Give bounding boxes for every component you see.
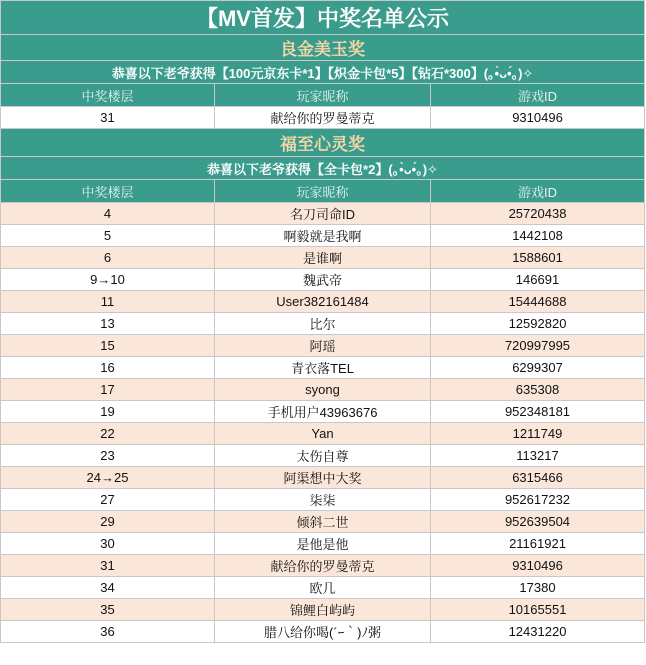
table-row — [1, 533, 645, 555]
column-header-row — [1, 84, 645, 107]
floor-cell: 35 — [1, 599, 215, 621]
nickname-cell: 啊毅就是我啊 — [215, 225, 431, 247]
floor-cell: 30 — [1, 533, 215, 555]
game-id-cell: 720997995 — [431, 335, 645, 357]
title-row — [1, 1, 645, 35]
prize-description: 恭喜以下老爷获得【100元京东卡*1】【炽金卡包*5】【钻石*300】(｡•̀ᴗ•́｡)✧ — [1, 61, 645, 84]
floor-cell: 31 — [1, 107, 215, 129]
column-header-floor: 中奖楼层 — [1, 180, 215, 203]
table-row — [1, 621, 645, 643]
table-row — [1, 599, 645, 621]
nickname-cell: 阿渠想中大奖 — [215, 467, 431, 489]
game-id-cell: 1588601 — [431, 247, 645, 269]
floor-cell: 13 — [1, 313, 215, 335]
game-id-cell: 952639504 — [431, 511, 645, 533]
table-row — [1, 313, 645, 335]
table-row — [1, 203, 645, 225]
table-row — [1, 247, 645, 269]
game-id-cell: 10165551 — [431, 599, 645, 621]
floor-cell: 34 — [1, 577, 215, 599]
floor-cell: 36 — [1, 621, 215, 643]
floor-cell: 9→10 — [1, 269, 215, 291]
game-id-cell: 12431220 — [431, 621, 645, 643]
nickname-cell: 名刀司命ID — [215, 203, 431, 225]
table-row — [1, 357, 645, 379]
game-id-cell: 9310496 — [431, 555, 645, 577]
column-header-game-id: 游戏ID — [431, 84, 645, 107]
game-id-cell: 25720438 — [431, 203, 645, 225]
prize-description-row — [1, 61, 645, 84]
nickname-cell: 青衣落TEL — [215, 357, 431, 379]
floor-cell: 19 — [1, 401, 215, 423]
prize-description: 恭喜以下老爷获得【全卡包*2】(｡•̀ᴗ•́｡)✧ — [1, 157, 645, 180]
prize-name: 良金美玉奖 — [1, 35, 645, 61]
column-header-nickname: 玩家昵称 — [215, 84, 431, 107]
prize-name: 福至心灵奖 — [1, 129, 645, 157]
game-id-cell: 12592820 — [431, 313, 645, 335]
floor-cell: 15 — [1, 335, 215, 357]
floor-cell: 17 — [1, 379, 215, 401]
page-title: 【MV首发】中奖名单公示 — [1, 1, 645, 35]
column-header-row — [1, 180, 645, 203]
table-row — [1, 423, 645, 445]
nickname-cell: 手机用户43963676 — [215, 401, 431, 423]
table-row — [1, 225, 645, 247]
table-row — [1, 335, 645, 357]
table-row — [1, 107, 645, 129]
nickname-cell: 阿瑶 — [215, 335, 431, 357]
column-header-floor: 中奖楼层 — [1, 84, 215, 107]
game-id-cell: 21161921 — [431, 533, 645, 555]
prize-name-row — [1, 35, 645, 61]
column-header-nickname: 玩家昵称 — [215, 180, 431, 203]
game-id-cell: 15444688 — [431, 291, 645, 313]
nickname-cell: 锦鲤白屿屿 — [215, 599, 431, 621]
game-id-cell: 6315466 — [431, 467, 645, 489]
game-id-cell: 6299307 — [431, 357, 645, 379]
nickname-cell: 献给你的罗曼蒂克 — [215, 107, 431, 129]
nickname-cell: Yan — [215, 423, 431, 445]
floor-cell: 5 — [1, 225, 215, 247]
table-row — [1, 511, 645, 533]
game-id-cell: 1211749 — [431, 423, 645, 445]
table-row — [1, 291, 645, 313]
nickname-cell: 柒柒 — [215, 489, 431, 511]
nickname-cell: 欧几 — [215, 577, 431, 599]
floor-cell: 11 — [1, 291, 215, 313]
nickname-cell: 倾斜二世 — [215, 511, 431, 533]
game-id-cell: 1442108 — [431, 225, 645, 247]
game-id-cell: 952617232 — [431, 489, 645, 511]
table-row — [1, 269, 645, 291]
floor-cell: 29 — [1, 511, 215, 533]
prize-description-row — [1, 157, 645, 180]
column-header-game-id: 游戏ID — [431, 180, 645, 203]
game-id-cell: 9310496 — [431, 107, 645, 129]
floor-cell: 31 — [1, 555, 215, 577]
table-row — [1, 555, 645, 577]
floor-cell: 23 — [1, 445, 215, 467]
game-id-cell: 146691 — [431, 269, 645, 291]
winner-table-body — [1, 1, 645, 643]
nickname-cell: syong — [215, 379, 431, 401]
nickname-cell: 腊八给你喝(´ｰ｀)ﾉ粥 — [215, 621, 431, 643]
nickname-cell: 魏武帝 — [215, 269, 431, 291]
game-id-cell: 17380 — [431, 577, 645, 599]
game-id-cell: 113217 — [431, 445, 645, 467]
floor-cell: 4 — [1, 203, 215, 225]
floor-cell: 6 — [1, 247, 215, 269]
game-id-cell: 952348181 — [431, 401, 645, 423]
floor-cell: 22 — [1, 423, 215, 445]
floor-cell: 24→25 — [1, 467, 215, 489]
table-row — [1, 467, 645, 489]
nickname-cell: 献给你的罗曼蒂克 — [215, 555, 431, 577]
prize-name-row — [1, 129, 645, 157]
table-row — [1, 489, 645, 511]
nickname-cell: 比尔 — [215, 313, 431, 335]
nickname-cell: User382161484 — [215, 291, 431, 313]
game-id-cell: 635308 — [431, 379, 645, 401]
floor-cell: 27 — [1, 489, 215, 511]
nickname-cell: 是他是他 — [215, 533, 431, 555]
floor-cell: 16 — [1, 357, 215, 379]
table-row — [1, 401, 645, 423]
nickname-cell: 太伤自尊 — [215, 445, 431, 467]
nickname-cell: 是谁啊 — [215, 247, 431, 269]
table-row — [1, 577, 645, 599]
table-row — [1, 379, 645, 401]
table-row — [1, 445, 645, 467]
